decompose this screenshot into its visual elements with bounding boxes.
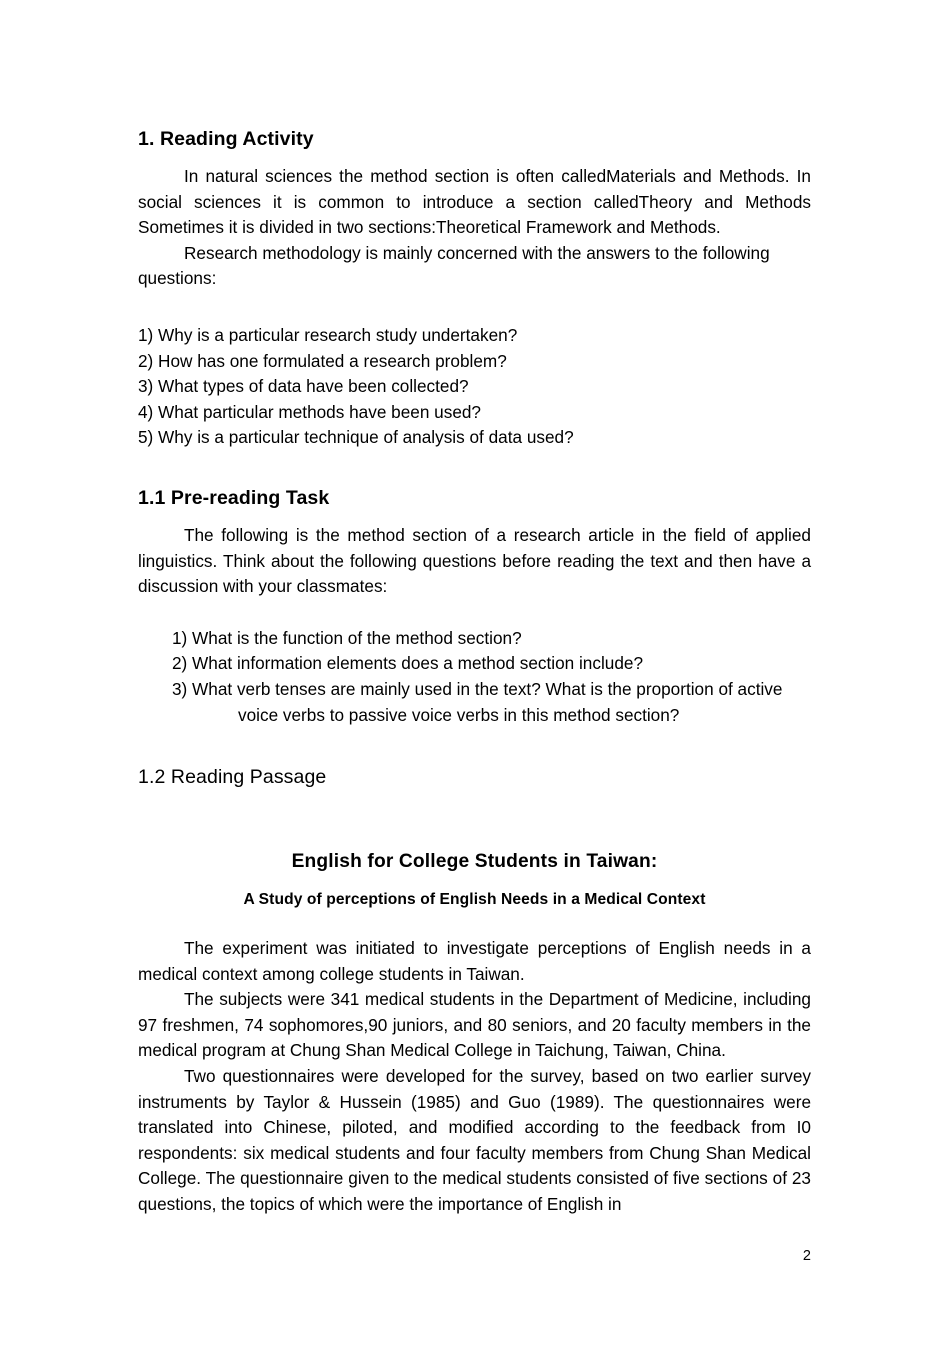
list-item	[172, 651, 811, 677]
heading-reading-activity: 1. Reading Activity	[138, 128, 314, 150]
list-item: 4) What particular methods have been used?	[138, 401, 481, 422]
paragraph-prereading	[138, 510, 811, 600]
list-item-label: 2) What information elements does a method section include?	[172, 653, 644, 674]
article-title: English for College Students in Taiwan:	[291, 851, 658, 873]
article-paragraph	[138, 936, 811, 987]
article-paragraph-text: The subjects were 341 medical students in the Department of Medicine, including 97 freshmen, 74 sophomores,90 juniors, and 80 seniors, and 20 faculty members in the medical program at Chung Shan Medical College in Taichung, Taiwan, China.	[138, 989, 811, 1061]
heading-reading-passage: 1.2 Reading Passage	[138, 766, 327, 789]
paragraph-methodology-text: Research methodology is mainly concerned with the answers to the following questions:	[138, 242, 770, 289]
list-item: 1) Why is a particular research study undertaken?	[138, 324, 518, 345]
list-item-label: 3) What verb tenses are mainly used in the text? What is the proportion of active	[172, 678, 783, 699]
list-item	[172, 677, 811, 728]
research-questions-list	[138, 292, 811, 451]
prereading-questions-list	[138, 600, 811, 728]
article-paragraph-text: Two questionnaires were developed for the survey, based on two earlier survey instruments by Taylor & Hussein (1985) and Guo (1989). The questionnaires were translated into Chinese, piloted, and modified according to the feedback from I0 respondents: six medical students and four faculty members from Chung Shan Medical College. The questionnaire given to the medical students consisted of five sections of 23 questions, the topics of which were the importance of English in	[138, 1066, 811, 1215]
list-item: 2) How has one formulated a research problem?	[138, 350, 507, 371]
paragraph-intro-text: In natural sciences the method section is often calledMaterials and Methods. In social sciences it is common to introduce a section calledTheory and Methods Sometimes it is divided in two sections:Theoretical Framework and Methods.	[138, 166, 811, 238]
article-body	[138, 909, 811, 1218]
heading-pre-reading-task: 1.1 Pre-reading Task	[138, 486, 330, 509]
article-subtitle: A Study of perceptions of English Needs in a Medical Context	[243, 891, 706, 909]
paragraph-methodology	[138, 241, 811, 292]
page-content	[138, 0, 811, 1218]
article-paragraph	[138, 1064, 811, 1218]
article-paragraph	[138, 987, 811, 1064]
page-number: 2	[802, 1248, 811, 1264]
list-item: 5) Why is a particular technique of analysis of data used?	[138, 427, 574, 448]
article-paragraph-text: The experiment was initiated to investigate perceptions of English needs in a medical context among college students in Taiwan.	[138, 938, 811, 984]
paragraph-prereading-text: The following is the method section of a research article in the field of applied linguistics. Think about the following questions before reading the text and then have a discussion with your classmates:	[138, 524, 811, 597]
paragraph-intro	[138, 151, 811, 241]
list-item-continuation: voice verbs to passive voice verbs in this method section?	[238, 704, 680, 725]
list-item	[172, 626, 811, 652]
list-item-label: 1) What is the function of the method section?	[172, 627, 522, 648]
list-item: 3) What types of data have been collected?	[138, 376, 469, 397]
